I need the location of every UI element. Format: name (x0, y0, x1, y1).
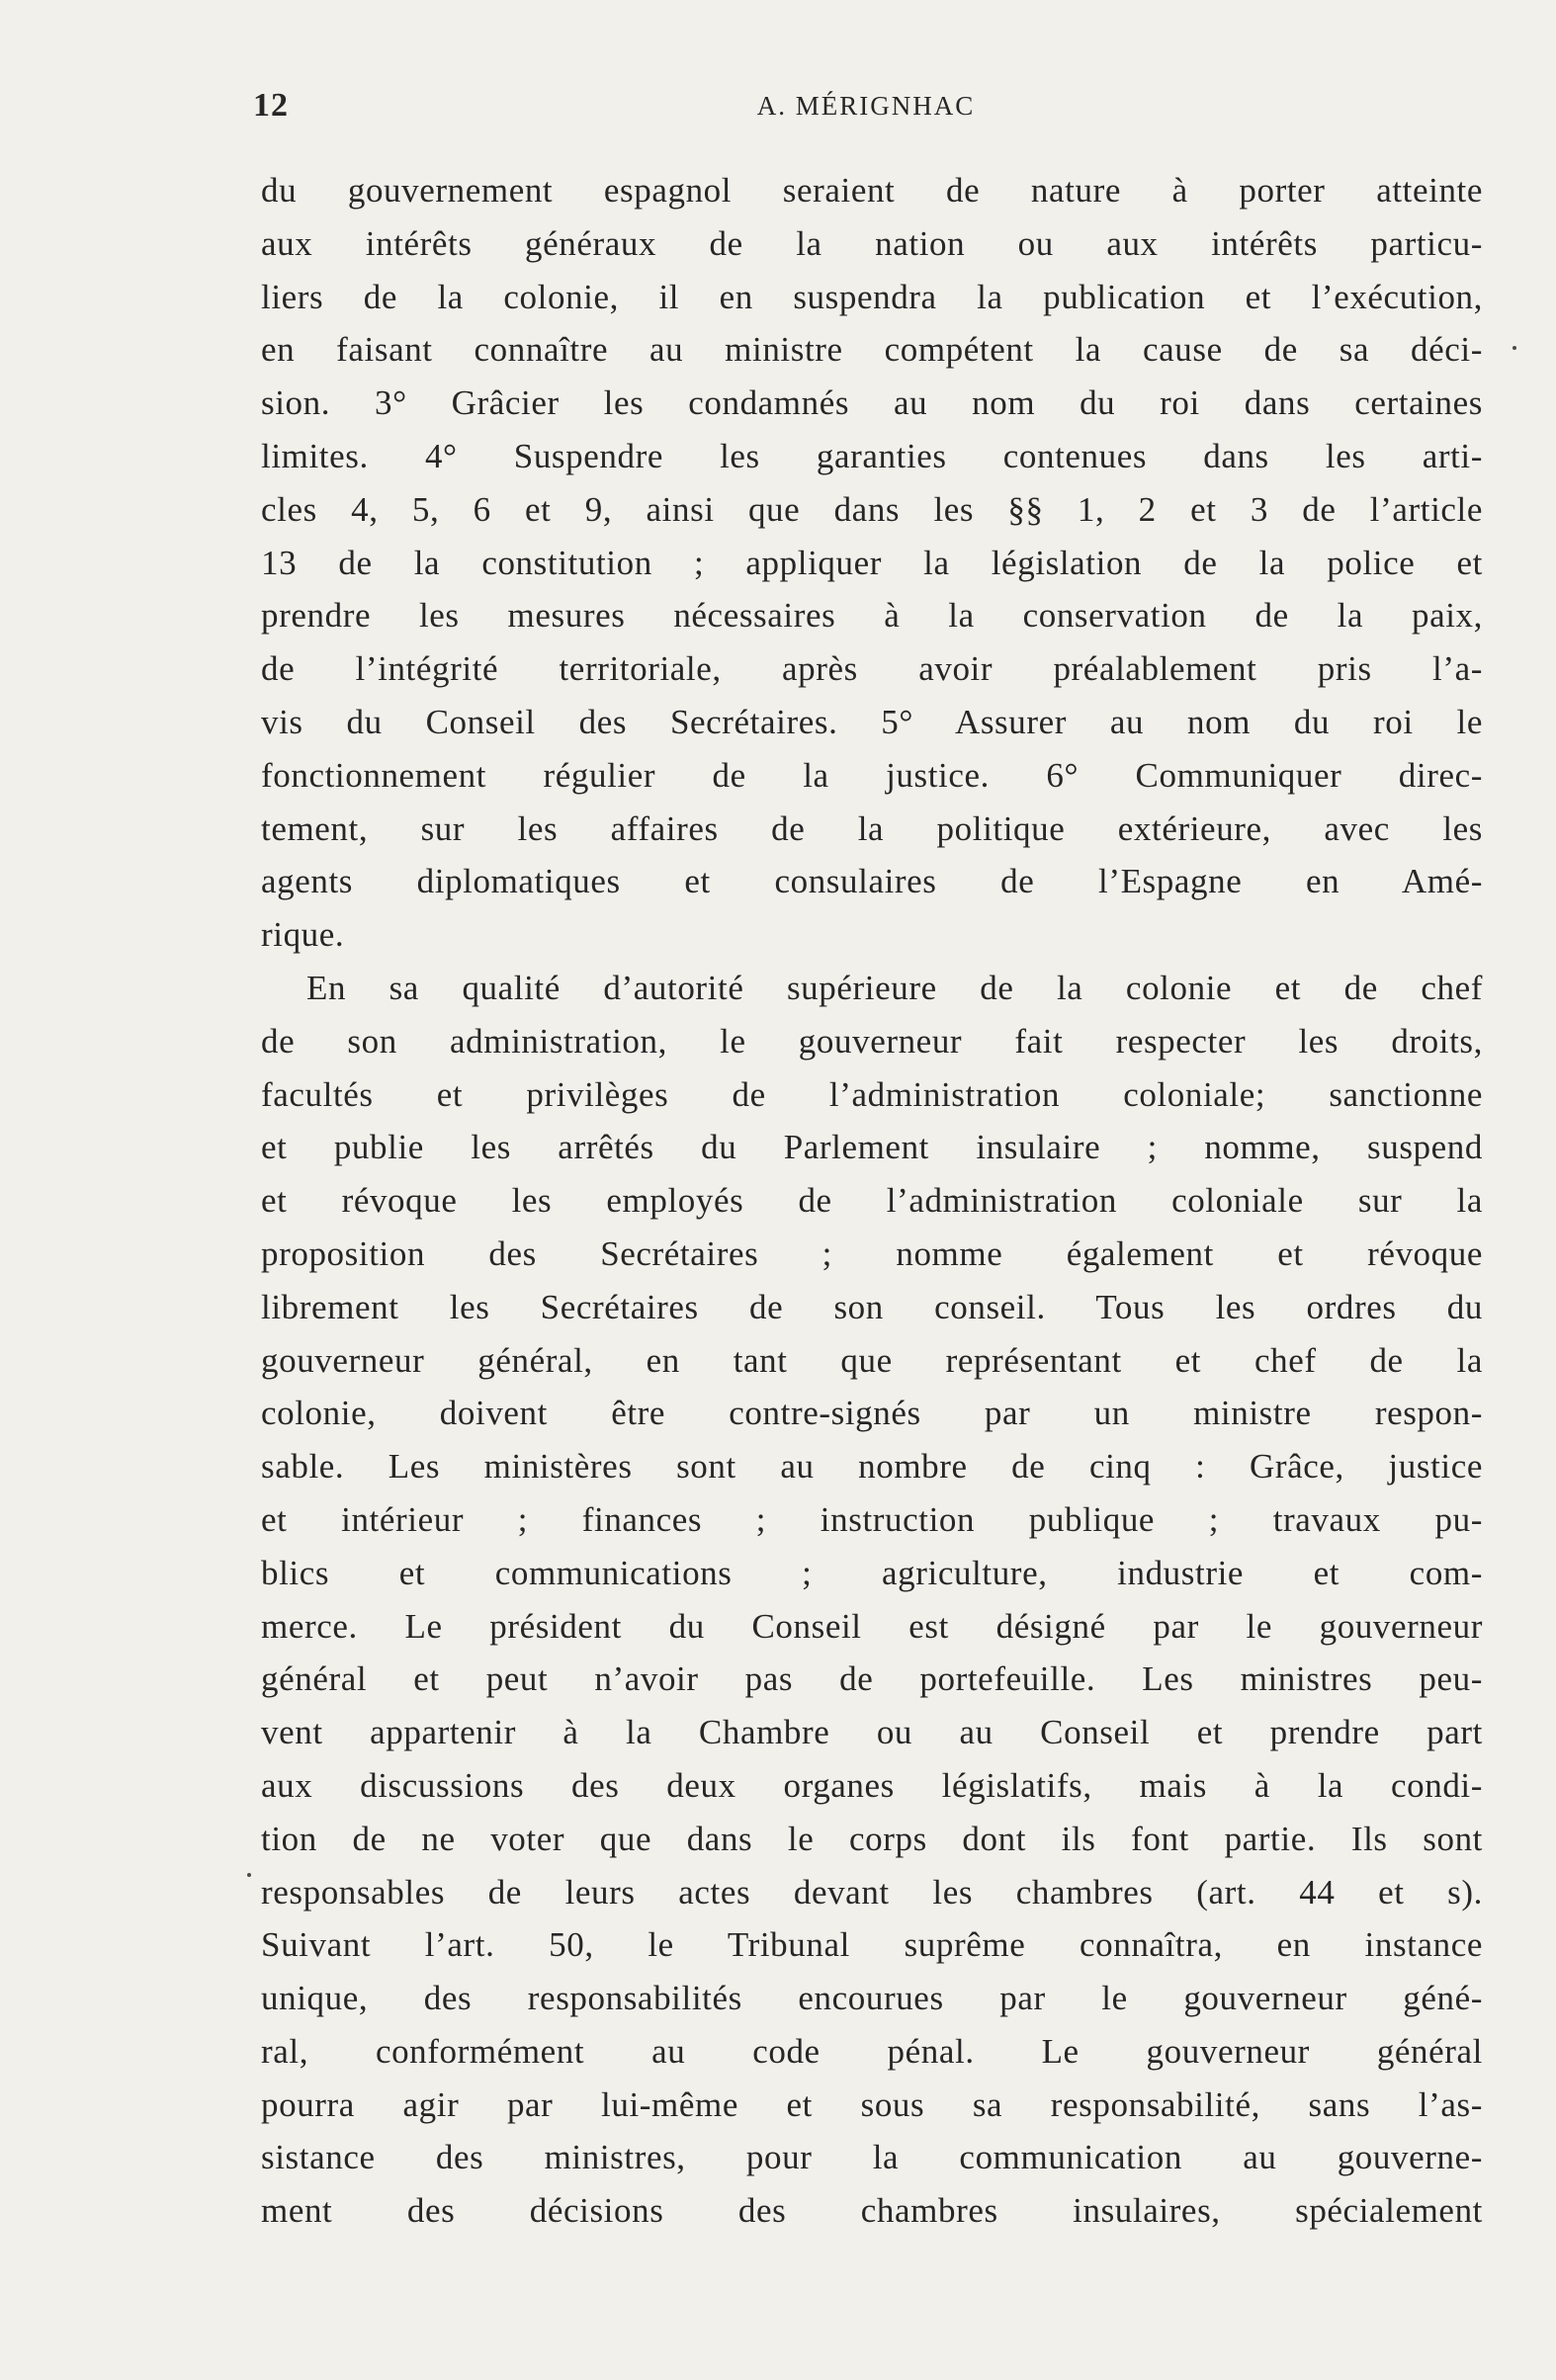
text-line: En sa qualité d’autorité supérieure de la colonie et de chef (306, 968, 1483, 1007)
text-line: et révoque les employés de l’administration coloniale sur la (261, 1181, 1483, 1221)
text-line: sion. 3° Grâcier les condamnés au nom du roi dans certaines (261, 383, 1483, 423)
text-line: liers de la colonie, il en suspendra la publication et l’exécution, (261, 277, 1483, 316)
text-line: de son administration, le gouverneur fait respecter les droits, (261, 1021, 1483, 1061)
paper-speck-mark (247, 1873, 251, 1877)
text-line: sistance des ministres, pour la communication au gouverne- (261, 2138, 1483, 2177)
text-line: aux discussions des deux organes législatifs, mais à la condi- (261, 1765, 1483, 1805)
text-line: et publie les arrêtés du Parlement insulaire ; nomme, suspend (261, 1128, 1483, 1167)
text-line: ral, conformément au code pénal. Le gouverneur général (261, 2031, 1483, 2071)
text-line: tement, sur les affaires de la politique extérieure, avec les (261, 808, 1483, 848)
text-line: cles 4, 5, 6 et 9, ainsi que dans les §§ 1, 2 et 3 de l’article (261, 489, 1483, 529)
text-line: prendre les mesures nécessaires à la conservation de la paix, (261, 596, 1483, 636)
text-line: vis du Conseil des Secrétaires. 5° Assurer au nom du roi le (261, 702, 1483, 741)
text-line: général et peut n’avoir pas de portefeuille. Les ministres peu- (261, 1659, 1483, 1699)
text-line: pourra agir par lui-même et sous sa responsabilité, sans l’as- (261, 2084, 1483, 2124)
running-title: A. MÉRIGNHAC (756, 91, 976, 121)
running-head (253, 87, 1479, 136)
text-line: agents diplomatiques et consulaires de l’Espagne en Amé- (261, 862, 1483, 901)
text-line: fonctionnement régulier de la justice. 6° Communiquer direc- (261, 755, 1483, 795)
text-line: en faisant connaître au ministre compétent la cause de sa déci- (261, 330, 1483, 370)
text-line: gouverneur général, en tant que représentant et chef de la (261, 1340, 1483, 1380)
text-line: facultés et privilèges de l’administration coloniale; sanctionne (261, 1074, 1483, 1114)
text-line: ment des décisions des chambres insulaires, spécialement (261, 2191, 1483, 2231)
text-line: aux intérêts généraux de la nation ou aux intérêts particu- (261, 223, 1483, 263)
text-line: de l’intégrité territoriale, après avoir préalablement pris l’a- (261, 649, 1483, 689)
text-line: Suivant l’art. 50, le Tribunal suprême connaîtra, en instance (261, 1925, 1483, 1965)
page-number: 12 (253, 87, 289, 124)
text-line: responsables de leurs actes devant les chambres (art. 44 et s). (261, 1872, 1483, 1912)
body-text (261, 164, 1483, 2238)
text-line: sable. Les ministères sont au nombre de cinq : Grâce, justice (261, 1447, 1483, 1487)
text-line: limites. 4° Suspendre les garanties contenues dans les arti- (261, 436, 1483, 475)
text-line: librement les Secrétaires de son conseil. Tous les ordres du (261, 1287, 1483, 1326)
text-line: rique. (261, 915, 345, 955)
text-line: et intérieur ; finances ; instruction publique ; travaux pu- (261, 1499, 1483, 1539)
text-line: proposition des Secrétaires ; nomme également et révoque (261, 1233, 1483, 1273)
text-line: vent appartenir à la Chambre ou au Conseil et prendre part (261, 1713, 1483, 1752)
paper-speck-mark (1513, 346, 1516, 350)
text-line: unique, des responsabilités encourues par le gouverneur géné- (261, 1979, 1483, 2018)
text-line: tion de ne voter que dans le corps dont ils font partie. Ils sont (261, 1819, 1483, 1858)
text-line: merce. Le président du Conseil est désigné par le gouverneur (261, 1606, 1483, 1646)
text-line: colonie, doivent être contre-signés par un ministre respon- (261, 1394, 1483, 1433)
text-line: 13 de la constitution ; appliquer la législation de la police et (261, 543, 1483, 582)
text-line: blics et communications ; agriculture, industrie et com- (261, 1553, 1483, 1592)
text-line: du gouvernement espagnol seraient de nature à porter atteinte (261, 171, 1483, 210)
